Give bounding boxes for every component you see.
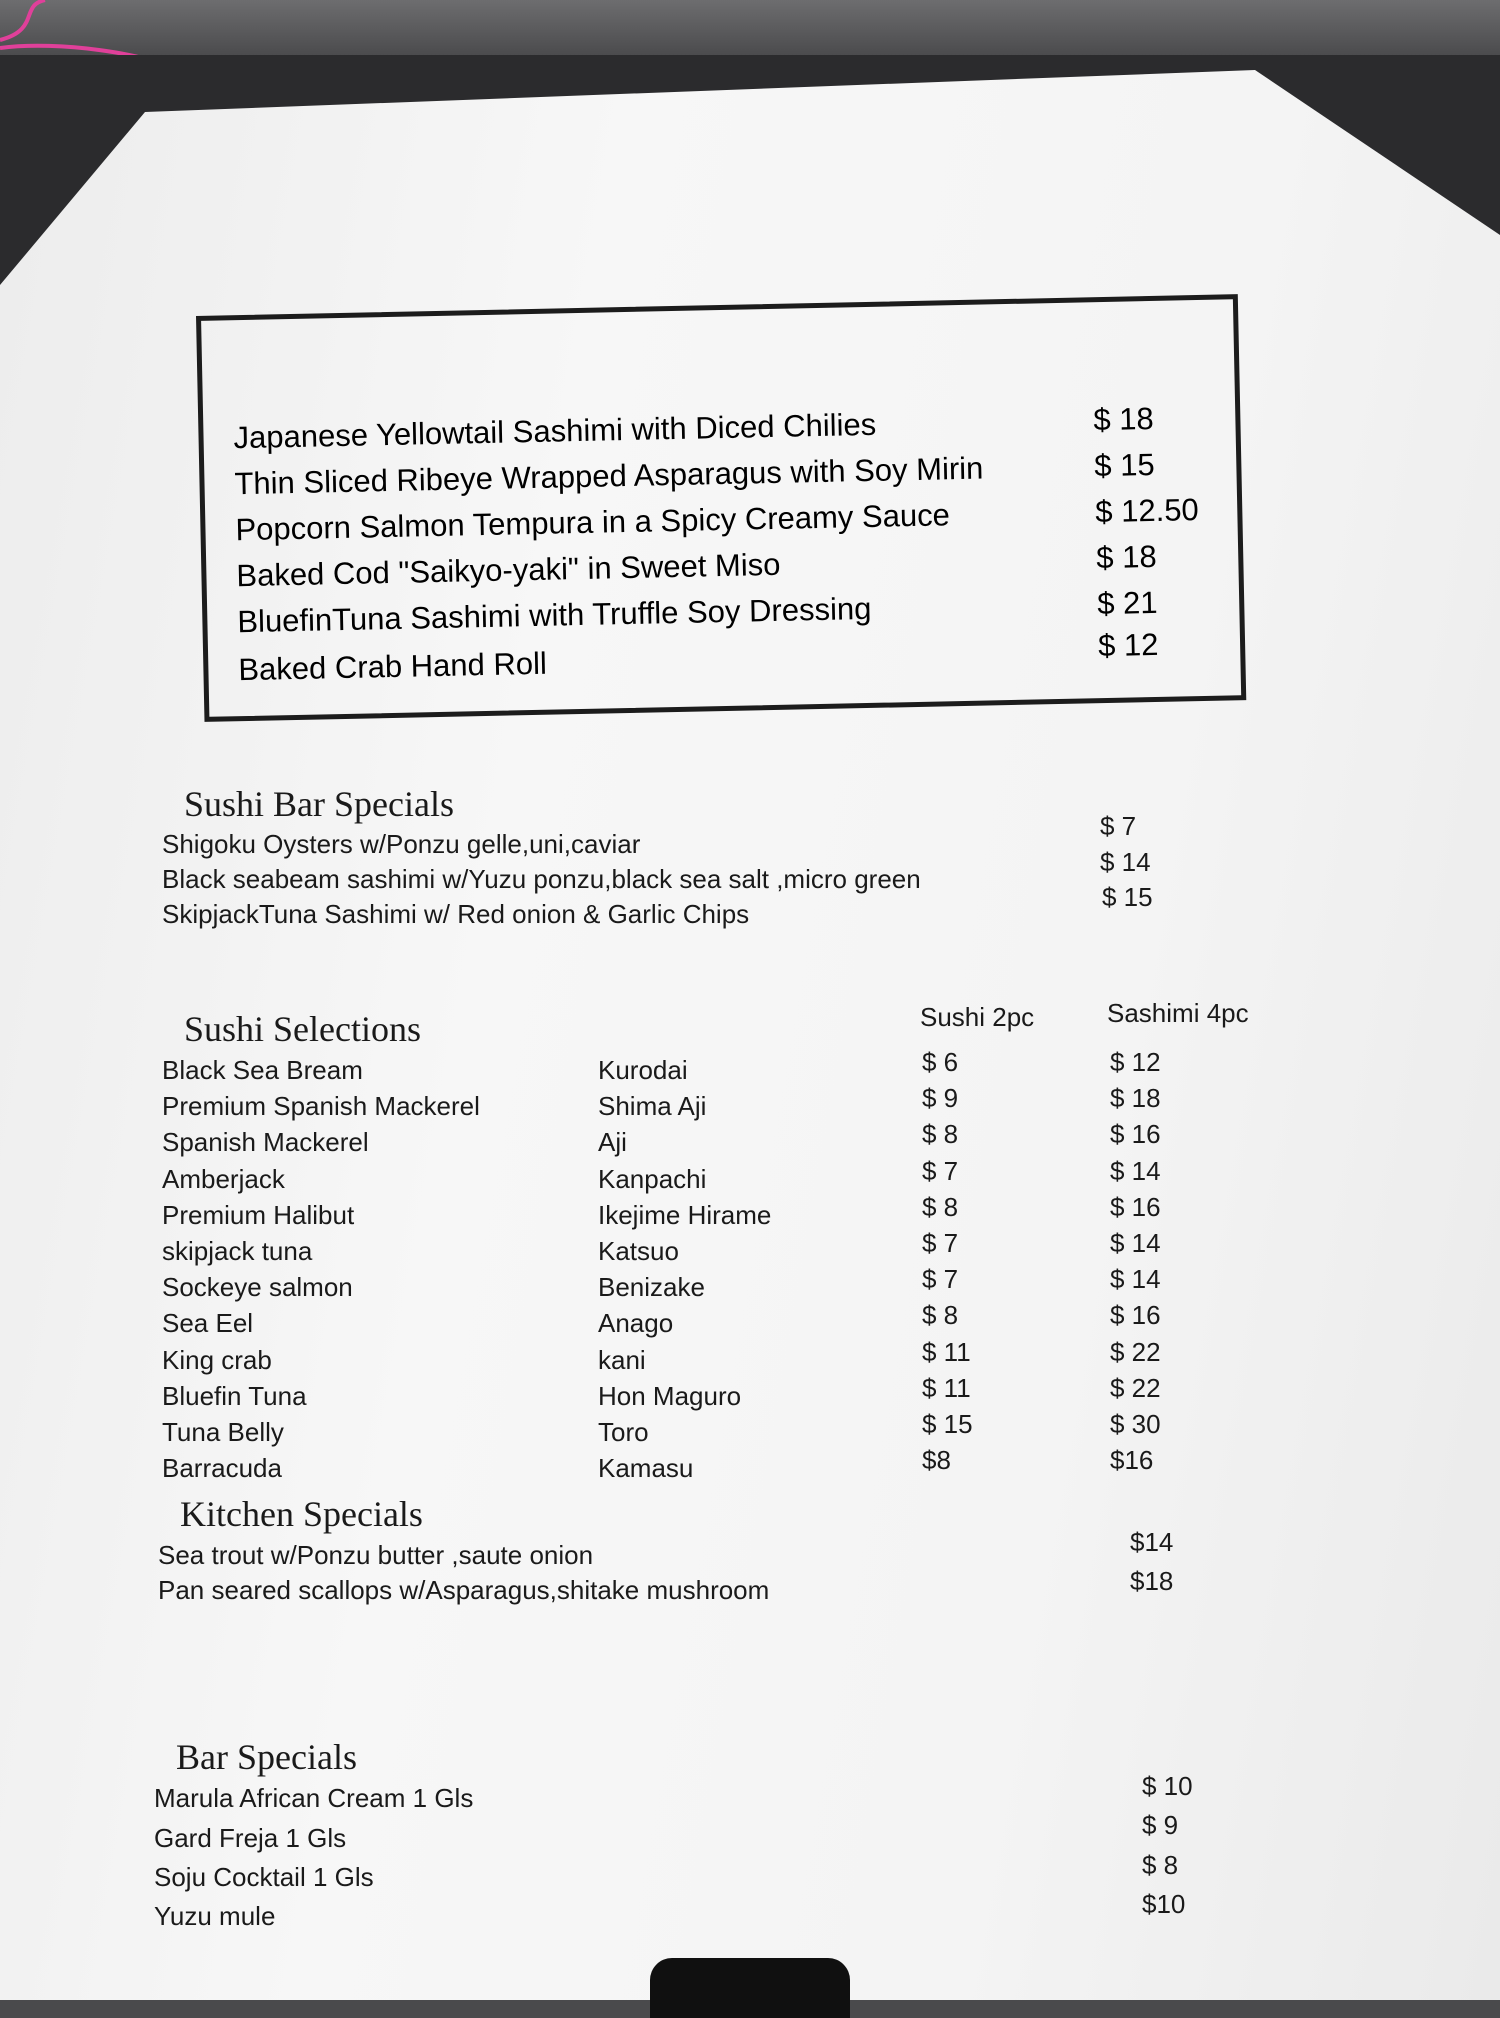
sushi-bar-item-price: $ 15 [1102,882,1153,912]
selection-sushi-price: $ 9 [922,1083,959,1114]
selection-sashimi-price: $ 18 [1110,1083,1161,1114]
selection-sashimi-price: $ 16 [1110,1191,1161,1222]
kitchen-item-name: Sea trout w/Ponzu butter ,saute onion [158,1540,594,1570]
sushi-bar-item-name: Black seabeam sashimi w/Yuzu ponzu,black sea salt ,micro green [162,864,921,894]
selection-english-name: King crab [162,1344,272,1375]
selection-sushi-price: $ 8 [922,1191,959,1222]
kitchen-item-price: $18 [1130,1566,1174,1596]
special-item-name: BluefinTuna Sashimi with Truffle Soy Dressing [237,590,872,640]
bar-item-name: Soju Cocktail 1 Gls [154,1862,374,1892]
selection-japanese-name: Aji [598,1127,627,1158]
special-item-price: $ 18 [1093,400,1155,438]
folder-clip [650,1958,850,2018]
selection-japanese-name: Kamasu [598,1453,694,1484]
selection-japanese-name: Anago [598,1308,674,1339]
special-item-name: Baked Crab Hand Roll [238,645,548,688]
selection-english-name: Spanish Mackerel [162,1127,369,1158]
kitchen-item-name: Pan seared scallops w/Asparagus,shitake mushroom [158,1575,770,1605]
selection-japanese-name: Toro [598,1417,649,1447]
selection-japanese-name: kani [598,1344,646,1375]
selection-sashimi-price: $ 12 [1110,1047,1161,1077]
bar-item-name: Marula African Cream 1 Gls [154,1783,474,1813]
selection-sushi-price: $ 11 [922,1336,971,1367]
selection-english-name: Premium Halibut [162,1199,355,1230]
sushi-bar-item-price: $ 14 [1100,847,1151,877]
selection-english-name: Sockeye salmon [162,1272,353,1303]
kitchen-specials-title: Kitchen Specials [180,1494,423,1534]
special-item-price: $ 18 [1095,538,1157,576]
special-item-price: $ 12 [1097,626,1159,664]
selection-english-name: Premium Spanish Mackerel [162,1091,480,1122]
selection-japanese-name: Hon Maguro [598,1380,742,1411]
special-item-price: $ 12.50 [1094,492,1200,530]
special-item-price: $ 15 [1093,446,1156,484]
selection-english-name: skipjack tuna [162,1236,313,1266]
sushi-bar-item-price: $ 7 [1100,811,1137,841]
selection-japanese-name: Ikejime Hirame [598,1199,772,1230]
selection-sashimi-price: $16 [1110,1445,1154,1476]
bar-item-price: $ 10 [1142,1771,1193,1801]
selection-sushi-price: $ 7 [922,1228,959,1258]
sushi-bar-item-name: Shigoku Oysters w/Ponzu gelle,uni,caviar [162,829,641,859]
selection-sashimi-price: $ 16 [1110,1300,1161,1331]
selection-english-name: Black Sea Bream [162,1055,363,1085]
selection-japanese-name: Katsuo [598,1236,679,1266]
selection-sushi-price: $ 7 [922,1155,959,1186]
special-item-name: Popcorn Salmon Tempura in a Spicy Creamy Sauce [235,497,951,548]
selection-sushi-price: $ 8 [922,1119,959,1150]
selection-sashimi-price: $ 14 [1110,1228,1161,1258]
selection-english-name: Tuna Belly [162,1417,284,1447]
selection-sushi-price: $8 [922,1445,951,1476]
selection-sashimi-price: $ 14 [1110,1264,1161,1295]
selection-sashimi-price: $ 22 [1110,1372,1161,1403]
special-item-name: Japanese Yellowtail Sashimi with Diced Chilies [233,406,877,456]
bar-item-name: Gard Freja 1 Gls [154,1823,347,1853]
special-item-price: $ 21 [1096,584,1158,622]
selection-sushi-price: $ 11 [922,1372,971,1403]
sushi-2pc-header: Sushi 2pc [920,1002,1035,1032]
special-item-name: Baked Cod "Saikyo-yaki" in Sweet Miso [236,546,781,594]
bar-item-name: Yuzu mule [154,1901,276,1931]
selection-japanese-name: Kanpachi [598,1163,707,1194]
sushi-bar-item-name: SkipjackTuna Sashimi w/ Red onion & Garlic Chips [162,899,750,929]
specials-box [196,294,1246,722]
selection-english-name: Sea Eel [162,1308,254,1339]
sashimi-4pc-header: Sashimi 4pc [1107,998,1249,1028]
special-item-name: Thin Sliced Ribeye Wrapped Asparagus with Soy Mirin [234,450,984,502]
selection-sushi-price: $ 8 [922,1300,959,1331]
bar-item-price: $ 9 [1142,1810,1179,1840]
selection-sashimi-price: $ 16 [1110,1119,1161,1150]
selection-english-name: Barracuda [162,1453,282,1484]
selection-english-name: Amberjack [162,1163,285,1194]
selection-japanese-name: Kurodai [598,1055,688,1085]
bar-item-price: $10 [1142,1889,1186,1919]
selection-sushi-price: $ 6 [922,1047,959,1077]
selection-sashimi-price: $ 22 [1110,1336,1161,1367]
selection-sushi-price: $ 7 [922,1264,959,1295]
kitchen-item-price: $14 [1130,1527,1174,1557]
selection-japanese-name: Benizake [598,1272,705,1303]
selection-english-name: Bluefin Tuna [162,1380,307,1411]
selection-sashimi-price: $ 14 [1110,1155,1161,1186]
bar-specials-title: Bar Specials [176,1737,357,1777]
selection-sushi-price: $ 15 [922,1409,973,1439]
selection-japanese-name: Shima Aji [598,1091,707,1122]
selection-sashimi-price: $ 30 [1110,1409,1161,1439]
sushi-bar-specials-title: Sushi Bar Specials [184,784,454,824]
sushi-selections-title: Sushi Selections [184,1009,422,1049]
bar-item-price: $ 8 [1142,1850,1179,1880]
